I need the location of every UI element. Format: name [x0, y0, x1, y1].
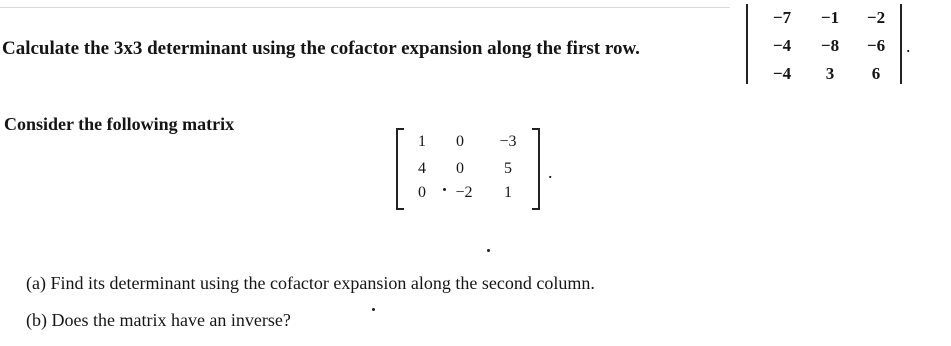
determinant-period: .: [906, 36, 911, 56]
det-cell-r2c1: −4: [772, 36, 792, 55]
det-cell-r3c1: −4: [772, 64, 792, 83]
matrix-cell-r2c1: 4: [418, 160, 426, 177]
part-b-text: (b) Does the matrix have an inverse?: [26, 310, 291, 330]
det-cell-r1c1: −7: [772, 8, 792, 27]
det-cell-r3c2: 3: [825, 64, 835, 83]
question2-intro: Consider the following matrix: [4, 114, 235, 134]
matrix-right-bracket: [532, 128, 540, 210]
det-cell-r3c3: 6: [871, 64, 881, 83]
determinant-left-bar: [746, 4, 748, 84]
matrix-cell-r1c2: 0: [456, 133, 464, 150]
bracket-matrix-3x3: [396, 128, 540, 208]
det-cell-r1c3: −2: [866, 8, 886, 27]
matrix-cell-r3c3: 1: [504, 184, 512, 201]
matrix-cell-r2c2: 0: [456, 160, 464, 177]
det-cell-r1c2: −1: [820, 8, 840, 27]
det-cell-r2c2: −8: [820, 36, 840, 55]
matrix-cell-r2c3: 5: [504, 160, 512, 177]
matrix-cell-r1c3: −3: [499, 133, 517, 150]
matrix-period: .: [548, 162, 553, 182]
determinant-right-bar: [900, 4, 902, 84]
stray-dot-mark: [487, 249, 490, 252]
part-a-text: (a) Find its determinant using the cofactor expansion along the second column.: [26, 273, 595, 293]
matrix-cell-r1c1: 1: [418, 133, 426, 150]
stray-dot-mark: [372, 308, 375, 311]
matrix-cell-r3c1: 0: [418, 184, 426, 201]
matrix-left-bracket: [396, 128, 404, 210]
stray-dot-mark: [443, 188, 446, 191]
matrix-cell-r3c2: −2: [455, 184, 473, 201]
determinant-3x3: [746, 2, 902, 84]
det-cell-r2c3: −6: [866, 36, 886, 55]
top-divider-line: [0, 7, 730, 8]
question1-text: Calculate the 3x3 determinant using the cofactor expansion along the first row.: [2, 38, 640, 59]
